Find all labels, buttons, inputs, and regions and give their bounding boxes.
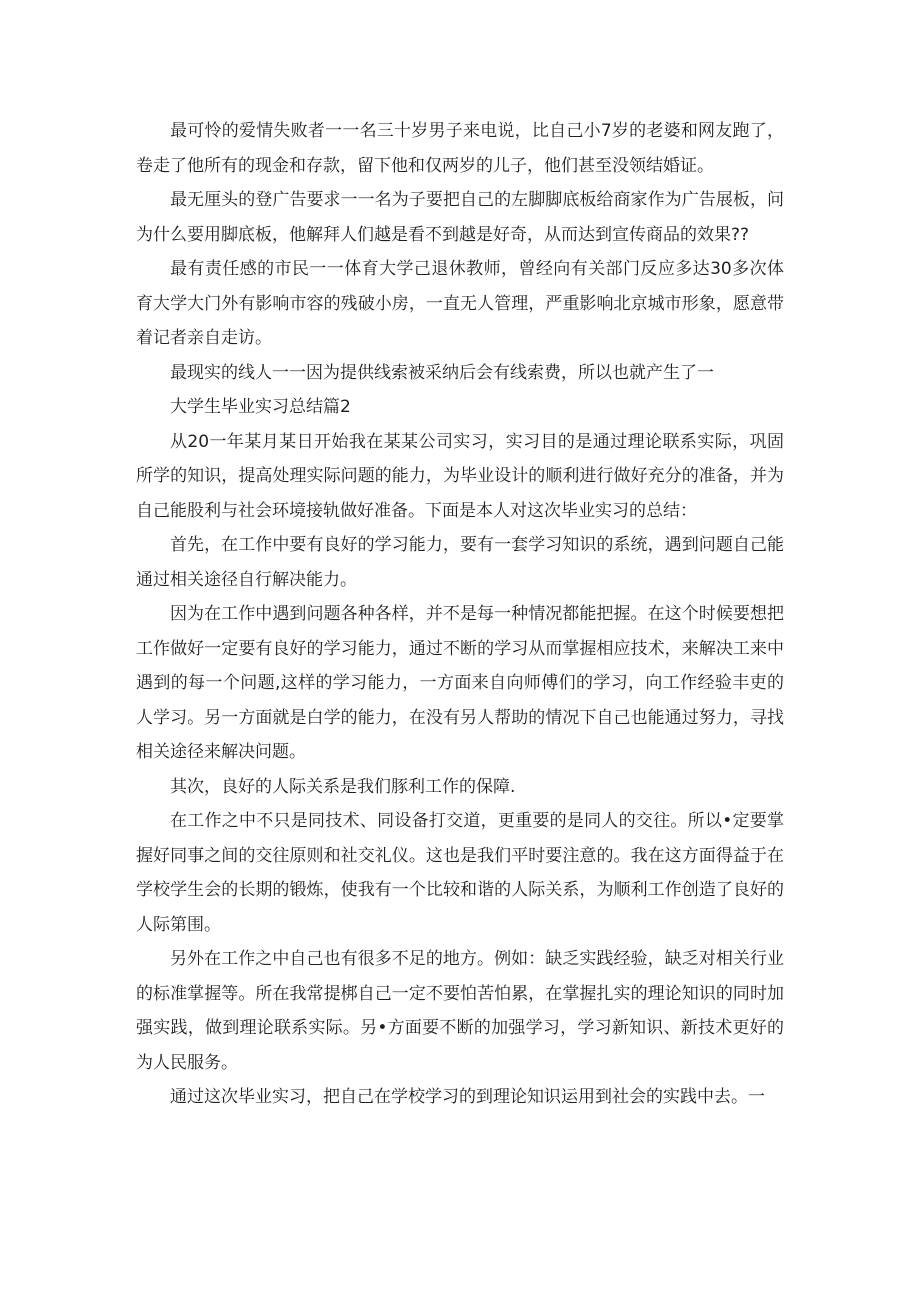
document-body (136, 114, 784, 1115)
paragraph: 因为在工作中遇到问题各种各样，并不是每一种情况都能把握。在这个时候要想把工作做好一定要有良好的学习能力，通过不断的学习从而掌握相应技术，来解决工来中遇到的每一个问题,这样的学习能力，一方面来自向师傅们的学习，向工作经验丰吏的人学习。另一方面就是白学的能力，在没有另人帮助的情况下自己也能通过努力，寻找相关途径来解决问题。 (136, 604, 784, 762)
paragraph: 通过这次毕业实习，把自己在学校学习的到理论知识运用到社会的实践中去。一 (170, 1087, 765, 1107)
paragraph: 首先，在工作中要有良好的学习能力，要有一套学习知识的系统，遇到问题自己能通过相关途径自行解决能力。 (136, 535, 784, 590)
paragraph: 在工作之中不只是同技术、同设备打交道，更重要的是同人的交往。所以•定要掌握好同事之间的交往原则和社交礼仪。这也是我们平时要注意的。我在这方面得益于在学校学生会的长期的锻炼，使我有一个比较和谐的人际关系，为顺利工作创造了良好的人际第围。 (136, 811, 784, 935)
paragraph: 最无厘头的登广告要求一一名为子要把自己的左脚脚底板给商家作为广告展板，问为什么要用脚底板，他解拜人们越是看不到越是好奇，从而达到宣传商品的效果?? (136, 190, 784, 245)
paragraph: 另外在工作之中自己也有很多不足的地方。例如：缺乏实践经验，缺乏对相关行业的标准掌握等。所在我常提梆自己一定不要怕苦怕累，在掌握扎实的理论知识的同时加强实践，做到理论联系实际。另•方面要不断的加强学习，学习新知识、新技术更好的为人民服务。 (136, 949, 784, 1073)
section-title: 大学生毕业实习总结篇2 (170, 397, 351, 417)
paragraph: 最现实的线人一一因为提供线索被采纳后会有线索费，所以也就产生了一 (170, 362, 714, 383)
paragraph: 其次，良好的人际关系是我们豚利工作的保障. (170, 776, 516, 797)
paragraph: 从20一年某月某日开始我在某某公司实习，实习目的是通过理论联系实际，巩固所学的知识，提高处理实际问题的能力，为毕业设计的顺利进行做好充分的准备，并为自己能股利与社会环境接轨做好准备。下面是本人对这次毕业实习的总结： (136, 431, 784, 521)
paragraph: 最有责任感的市民一一体育大学己退休教师，曾经向有关部门反应多达30多次体育大学大门外有影响市容的残破小房，一直无人管理，严重影响北京城市形象，愿意带着记者亲自走访。 (136, 259, 784, 348)
paragraph: 最可怜的爱情失败者一一名三十岁男子来电说，比自己小7岁的老婆和网友跑了，卷走了他所有的现金和存款，留下他和仅两岁的儿子，他们甚至没领结婚证。 (136, 121, 784, 176)
